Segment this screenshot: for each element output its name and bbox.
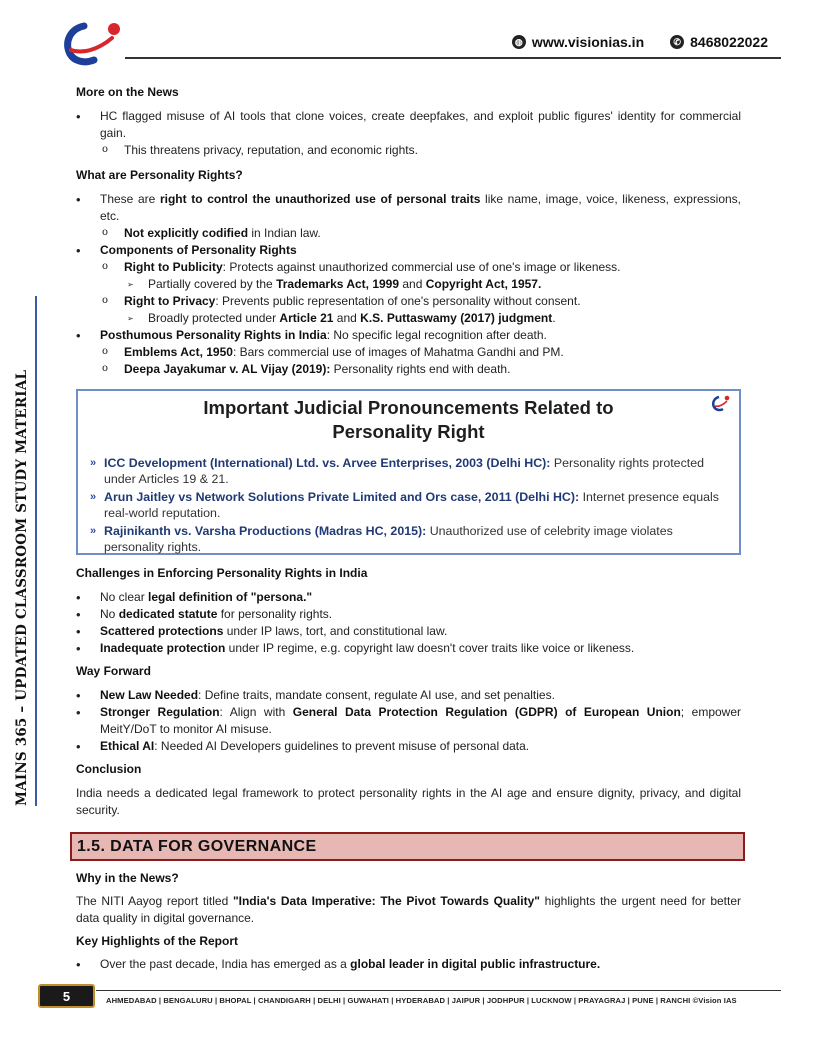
phone-number: 8468022022 (690, 34, 768, 50)
list-subitem: o Emblems Act, 1950: Bars commercial use of images of Mahatma Gandhi and PM. (76, 344, 741, 361)
side-label (14, 358, 34, 806)
double-chevron-icon: » (90, 491, 97, 503)
list-item: • Scattered protections under IP laws, tort, and constitutional law. (76, 623, 741, 640)
list-subitem: o Not explicitly codified in Indian law. (76, 225, 741, 242)
content-middle (76, 565, 741, 819)
footer-cities: AHMEDABAD | BENGALURU | BHOPAL | CHANDIGARH | DELHI | GUWAHATI | HYDERABAD | JAIPUR | JODHPUR | LUCKNOW | PRAYAGRAJ | PUNE | RANCHI ©Vision IAS (106, 996, 737, 1005)
heading-conclusion: Conclusion (76, 762, 142, 776)
list-item: • Ethical AI: Needed AI Developers guidelines to prevent misuse of personal data. (76, 738, 741, 755)
list-item: • New Law Needed: Define traits, mandate consent, regulate AI use, and set penalties. (76, 687, 741, 704)
list-item: • Inadequate protection under IP regime, e.g. copyright law doesn't cover traits like voice or likeness. (76, 640, 741, 657)
section-banner (70, 832, 745, 861)
double-chevron-icon: » (90, 525, 97, 537)
conclusion-text: India needs a dedicated legal framework to protect personality rights in the AI age and ensure dignity, privacy, and digital security. (76, 786, 741, 817)
heading-key-highlights: Key Highlights of the Report (76, 934, 238, 948)
list-item: • No dedicated statute for personality rights. (76, 606, 741, 623)
list-subitem: o Right to Publicity: Protects against unauthorized commercial use of one's image or likeness. (76, 259, 741, 276)
page-number: 5 (62, 989, 71, 1004)
judicial-item: » Rajinikanth vs. Varsha Productions (Madras HC, 2015): Unauthorized use of celebrity image violates personality rights. (90, 524, 673, 554)
content-bottom (76, 870, 741, 973)
phone-icon: ✆ (670, 35, 684, 49)
list-subitem: o Right to Privacy: Prevents public representation of one's personality without consent. (76, 293, 741, 310)
side-rule (35, 296, 37, 806)
page-number-box (38, 984, 95, 1008)
judicial-pronouncements-box (76, 389, 741, 555)
list-item: • These are right to control the unauthorized use of personal traits like name, image, voice, likeness, expressions, etc. (76, 191, 741, 225)
list-item: • Stronger Regulation: Align with General Data Protection Regulation (GDPR) of European Union; empower MeitY/DoT to monitor AI misuse. (76, 704, 741, 738)
list-subitem: o Deepa Jayakumar v. AL Vijay (2019): Personality rights end with death. (76, 361, 741, 378)
judicial-box-title: Important Judicial Pronouncements Related to Personality Right (203, 397, 614, 442)
footer-rule (96, 990, 781, 991)
heading-way-forward: Way Forward (76, 664, 151, 678)
list-item: • Components of Personality Rights (76, 242, 741, 259)
list-item: • HC flagged misuse of AI tools that clone voices, create deepfakes, and exploit public figures' identity for commercial gain. (76, 108, 741, 142)
list-item: • No clear legal definition of "persona." (76, 589, 741, 606)
list-item: • Posthumous Personality Rights in India: No specific legal recognition after death. (76, 327, 741, 344)
content-top (76, 84, 741, 378)
why-text: The NITI Aayog report titled "India's Data Imperative: The Pivot Towards Quality" highlights the urgent need for better data quality in digital governance. (76, 894, 741, 925)
double-chevron-icon: » (90, 457, 97, 469)
vision-ias-logo (62, 20, 126, 66)
vision-ias-small-logo (711, 394, 731, 412)
header-rule (125, 57, 781, 59)
judicial-item: » ICC Development (International) Ltd. vs. Arvee Enterprises, 2003 (Delhi HC): Personality rights protected under Articles 19 & 21. (90, 456, 704, 486)
header-contact (512, 34, 768, 50)
website-link[interactable]: www.visionias.in (531, 34, 645, 50)
globe-icon: ◍ (512, 35, 526, 49)
heading-challenges: Challenges in Enforcing Personality Rights in India (76, 566, 368, 580)
list-subitem: o This threatens privacy, reputation, and economic rights. (76, 142, 741, 159)
heading-why-in-news: Why in the News? (76, 871, 179, 885)
heading-what-are-personality-rights: What are Personality Rights? (76, 168, 243, 182)
judicial-item: » Arun Jaitley vs Network Solutions Private Limited and Ors case, 2011 (Delhi HC): Internet presence equals real-world reputation. (90, 490, 719, 520)
list-subsubitem: ➢ Partially covered by the Trademarks Act, 1999 and Copyright Act, 1957. (76, 276, 741, 293)
list-item: • Over the past decade, India has emerged as a global leader in digital public infrastructure. (76, 956, 741, 973)
side-label-text: MAINS 365 – UPDATED CLASSROOM STUDY MATERIAL (14, 369, 30, 806)
heading-more-on-news: More on the News (76, 85, 179, 99)
list-subsubitem: ➢ Broadly protected under Article 21 and K.S. Puttaswamy (2017) judgment. (76, 310, 741, 327)
section-title: 1.5. DATA FOR GOVERNANCE (77, 838, 317, 855)
